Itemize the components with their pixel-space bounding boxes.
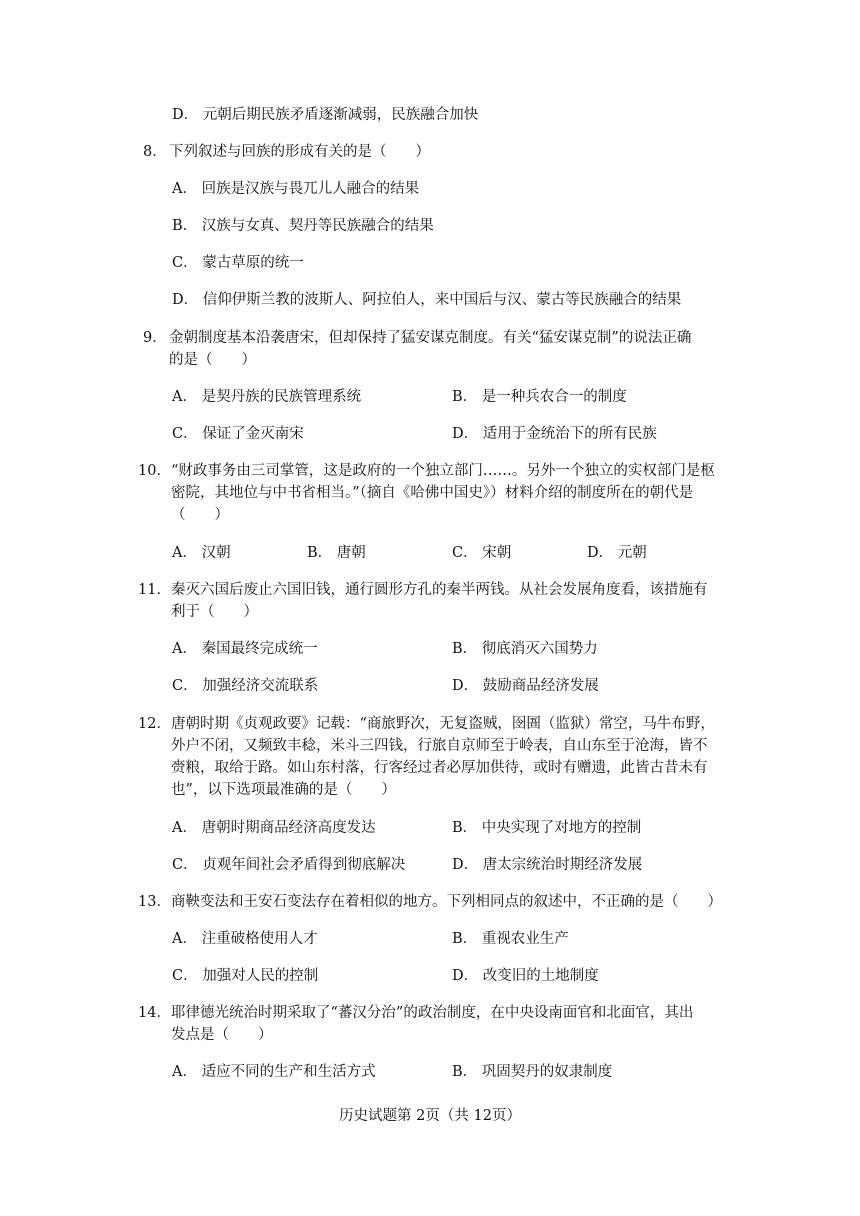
q13-option-b: B． 重视农业生产 <box>452 931 569 947</box>
q8-option-a: A． 回族是汉族与畏兀儿人融合的结果 <box>172 181 420 197</box>
q12-number: 12． <box>138 716 171 732</box>
q8-stem: 下列叙述与回族的形成有关的是（ ） <box>169 144 430 160</box>
q11-option-d: D． 鼓励商品经济发展 <box>452 678 599 694</box>
q13-option-c: C． 加强对人民的控制 <box>172 968 319 984</box>
q13-stem: 商鞅变法和王安石变法存在着相似的地方。下列相同点的叙述中，不正确的是（ ） <box>171 894 722 910</box>
q14-option-b: B． 巩固契丹的奴隶制度 <box>452 1064 613 1080</box>
q11-option-b: B． 彻底消灭六国势力 <box>452 641 598 657</box>
q12-option-a: A． 唐朝时期商品经济高度发达 <box>172 820 376 836</box>
q12-option-c: C． 贞观年间社会矛盾得到彻底解决 <box>172 857 406 873</box>
q12-option-d: D． 唐太宗统治时期经济发展 <box>452 857 643 873</box>
q10-option-c: C． 宋朝 <box>452 545 512 561</box>
q11-number: 11． <box>138 582 171 598</box>
q9-stem-line2: 的是（ ） <box>169 352 256 368</box>
q11-stem-line1: 秦灭六国后废止六国旧钱，通行圆形方孔的秦半两钱。从社会发展角度看，该措施有 <box>171 582 708 598</box>
q8-option-c: C． 蒙古草原的统一 <box>172 255 304 271</box>
q8-number: 8． <box>143 144 167 160</box>
q7-option-d: D． 元朝后期民族矛盾逐渐减弱，民族融合加快 <box>172 107 479 123</box>
q8-option-d: D． 信仰伊斯兰教的波斯人、阿拉伯人，来中国后与汉、蒙古等民族融合的结果 <box>172 292 682 308</box>
q10-stem-line3: （ ） <box>171 507 229 523</box>
q9-number: 9． <box>143 330 167 346</box>
q8-option-b: B． 汉族与女真、契丹等民族融合的结果 <box>172 218 434 234</box>
q14-option-a: A． 适应不同的生产和生活方式 <box>172 1064 376 1080</box>
q11-option-c: C． 加强经济交流联系 <box>172 678 319 694</box>
q12-stem-line3: 赍粮，取给于路。如山东村落，行客经过者必厚加供待，或时有赠遗，此皆古昔未有 <box>171 760 708 776</box>
q9-option-b: B． 是一种兵农合一的制度 <box>452 389 627 405</box>
q13-option-d: D． 改变旧的土地制度 <box>452 968 599 984</box>
q11-option-a: A． 秦国最终完成统一 <box>172 641 318 657</box>
q12-stem-line1: 唐朝时期《贞观政要》记载：“商旅野次，无复盗贼，囹圄（监狱）常空，马牛布野， <box>171 716 715 732</box>
q9-option-d: D． 适用于金统治下的所有民族 <box>452 426 657 442</box>
q14-number: 14． <box>138 1005 171 1021</box>
q12-stem-line4: 也”，以下选项最准确的是（ ） <box>171 782 396 798</box>
q10-stem-line2: 密院，其地位与中书省相当。”（摘自《哈佛中国史》）材料介绍的制度所在的朝代是 <box>171 485 694 501</box>
q10-stem-line1: “财政事务由三司掌管，这是政府的一个独立部门……。另外一个独立的实权部门是枢 <box>171 463 715 479</box>
q13-number: 13． <box>138 894 171 910</box>
q9-stem-line1: 金朝制度基本沿袭唐宋，但却保持了猛安谋克制度。有关“猛安谋克制”的说法正确 <box>169 330 692 346</box>
page-footer: 历史试题第 2页（共 12页） <box>339 1108 521 1124</box>
q9-option-c: C． 保证了金灭南宋 <box>172 426 304 442</box>
q10-option-a: A． 汉朝 <box>172 545 231 561</box>
q12-stem-line2: 外户不闭，又频致丰稔，米斗三四钱，行旅自京师至于岭表，自山东至于沧海，皆不 <box>171 738 708 754</box>
q14-stem-line1: 耶律德光统治时期采取了“蕃汉分治”的政治制度，在中央设南面官和北面官，其出 <box>171 1005 694 1021</box>
q10-option-b: B． 唐朝 <box>307 545 366 561</box>
q13-option-a: A． 注重破格使用人才 <box>172 931 318 947</box>
q14-stem-line2: 发点是（ ） <box>171 1027 273 1043</box>
q9-option-a: A． 是契丹族的民族管理系统 <box>172 389 362 405</box>
q10-number: 10． <box>138 463 171 479</box>
q12-option-b: B． 中央实现了对地方的控制 <box>452 820 642 836</box>
q11-stem-line2: 利于（ ） <box>171 604 258 620</box>
q10-option-d: D． 元朝 <box>587 545 647 561</box>
